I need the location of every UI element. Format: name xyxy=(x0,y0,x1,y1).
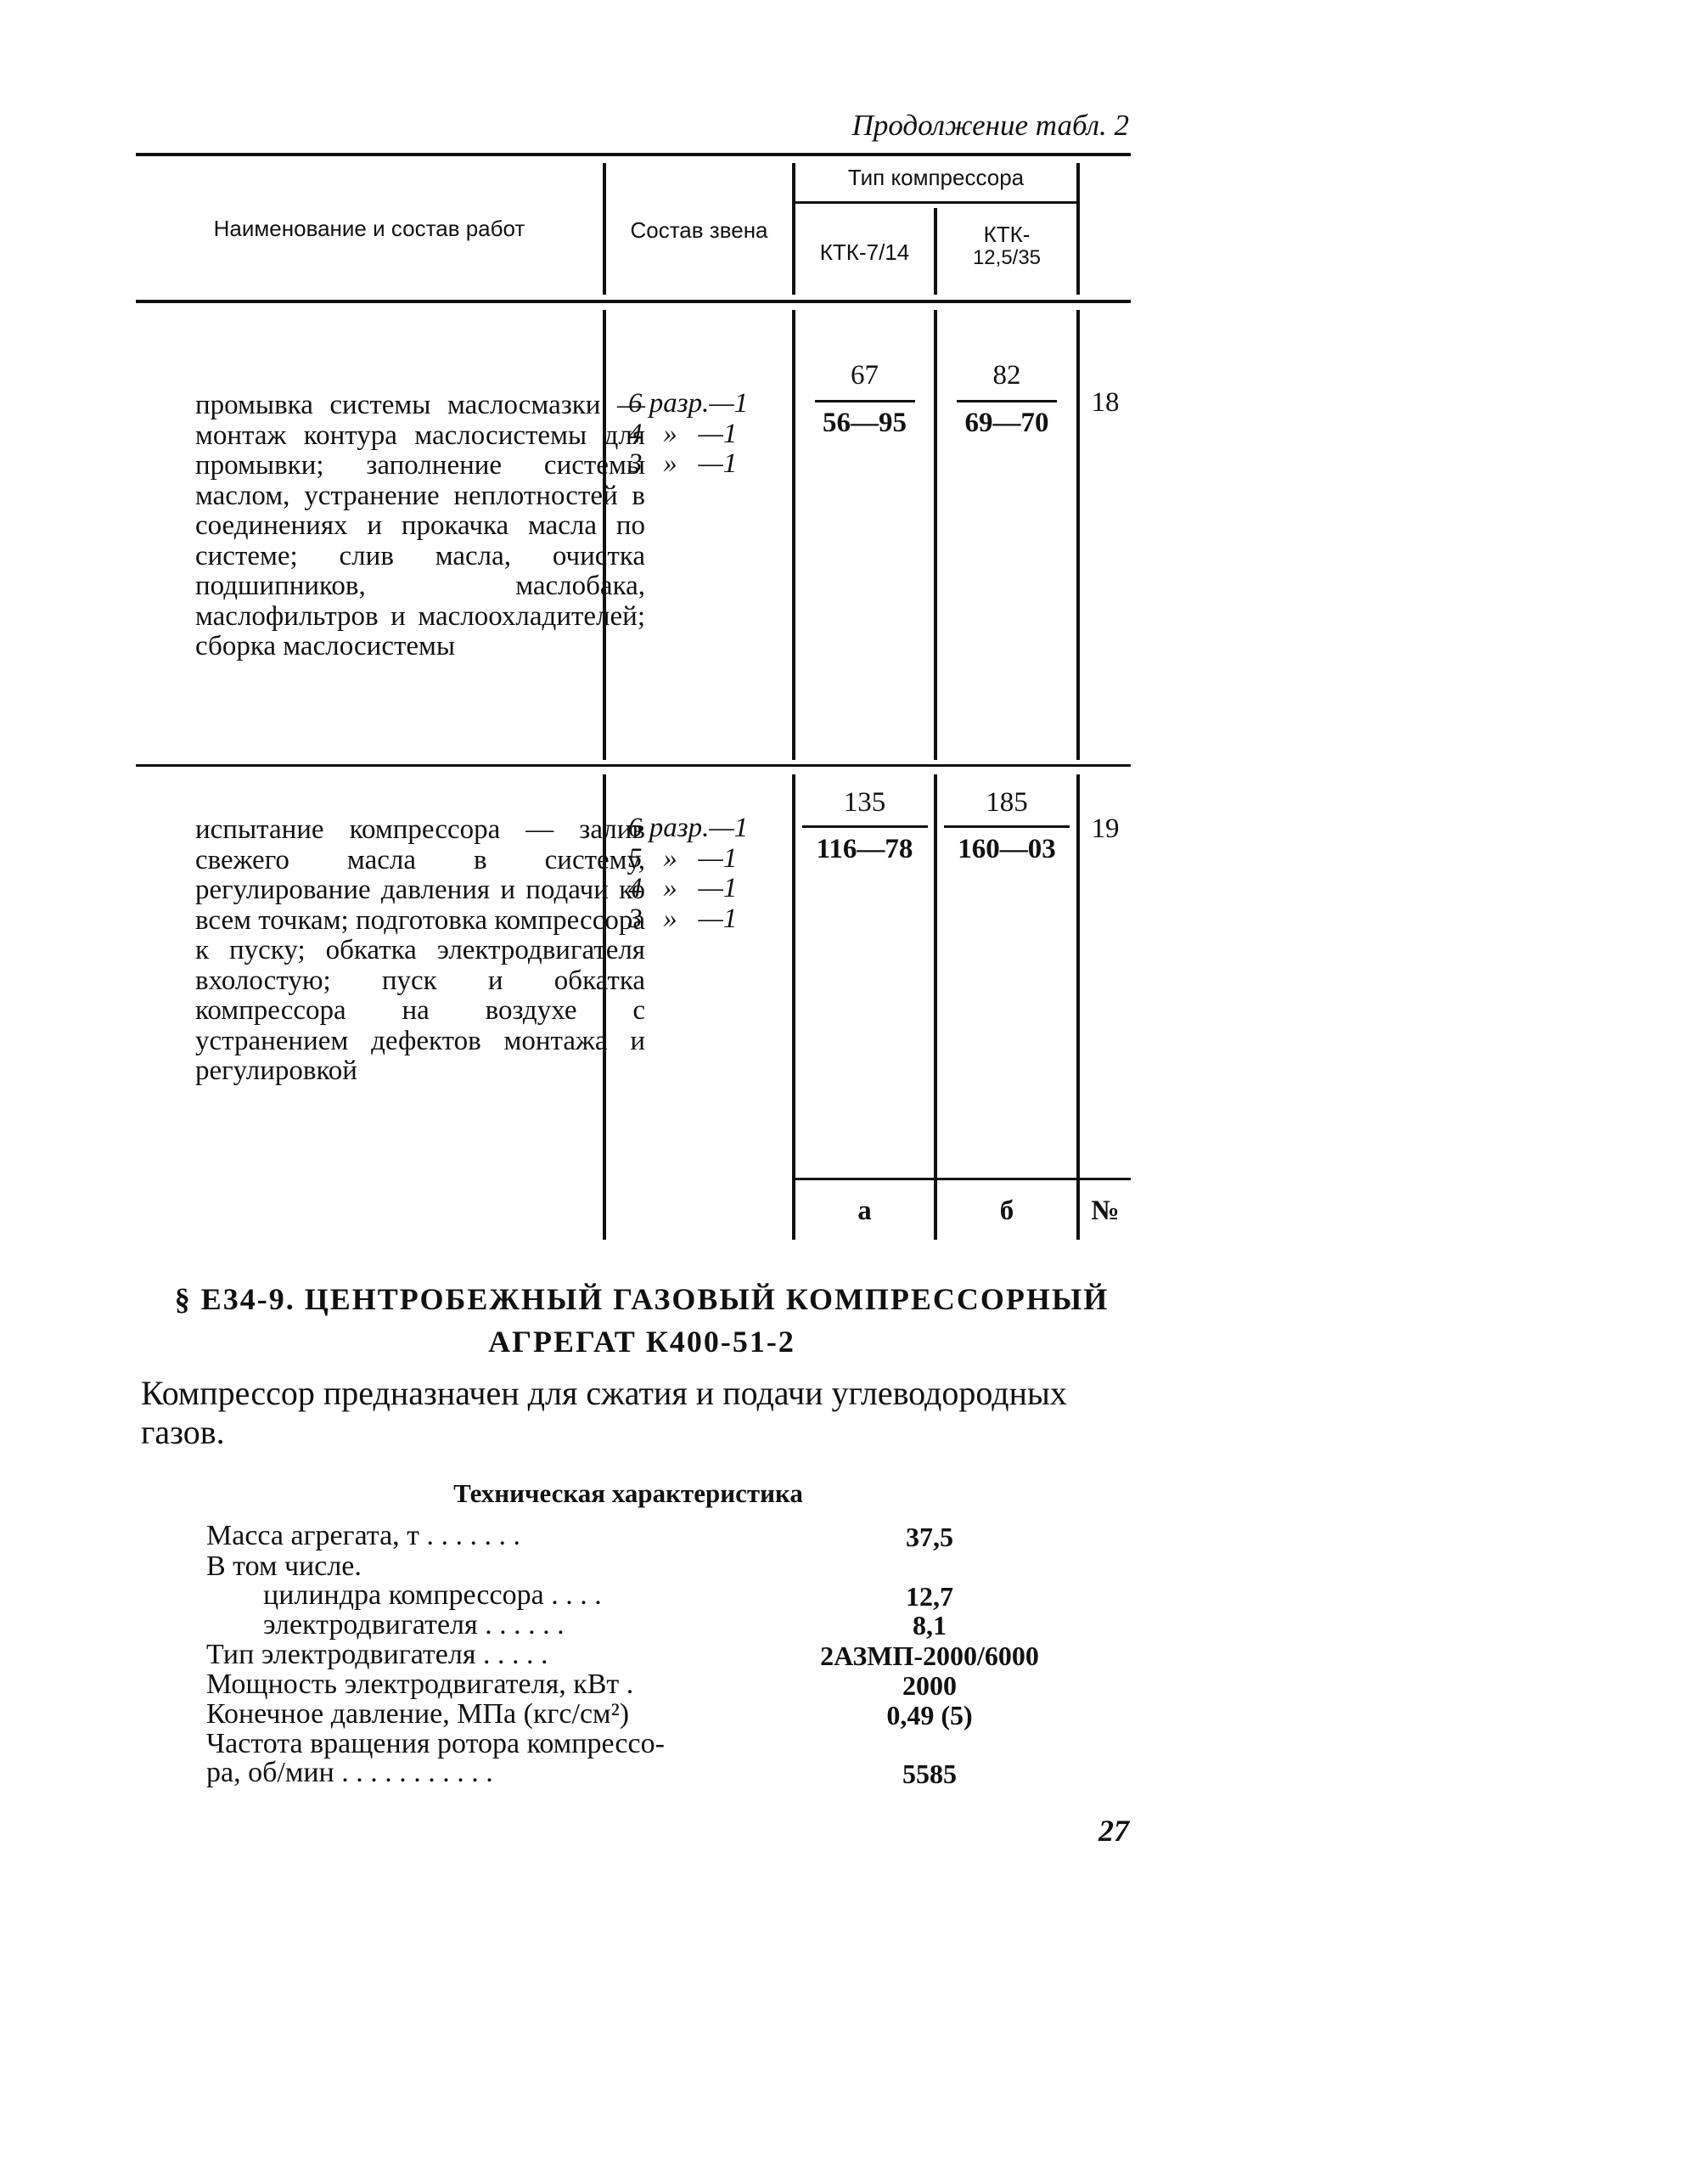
table-row-18-number: 18 xyxy=(1091,387,1120,418)
spec-label: Масса агрегата, т . . . . . . . xyxy=(206,1520,521,1551)
spec-value: 2АЗМП-2000/6000 xyxy=(820,1640,1039,1671)
col-header-ktk-line1: КТК- xyxy=(983,222,1031,247)
footer-rule xyxy=(792,1178,1131,1180)
table-row-18-ktk7-cost: 56—95 xyxy=(823,408,907,438)
table-row-19-ktk7-value: 135 xyxy=(843,787,886,818)
table-row-18-ktk7-value: 67 xyxy=(851,360,879,391)
spec-label: электродвигателя . . . . . . xyxy=(263,1609,565,1640)
table-row-19-crew: 6 разр.—1 5 » —1 4 » —1 3 » —1 xyxy=(628,813,749,934)
type-subheader-rule xyxy=(792,201,1076,204)
table-row-19-ktk7-cost: 116—78 xyxy=(816,834,913,864)
spec-label: Конечное давление, МПа (кгс/см²) xyxy=(206,1698,630,1730)
spec-heading: Техническая характеристика xyxy=(453,1478,803,1508)
spec-label: Мощность электродвигателя, кВт . xyxy=(206,1669,634,1700)
table-row-18-ktk12-value: 82 xyxy=(992,360,1021,391)
fraction-bar xyxy=(957,400,1057,402)
spec-value: 2000 xyxy=(902,1670,957,1701)
section-title xyxy=(166,1278,1117,1363)
table-row-19-ktk12-value: 185 xyxy=(986,787,1028,818)
table-continuation-label: Продолжение табл. 2 xyxy=(851,109,1129,142)
column-letter-a: а xyxy=(857,1196,872,1226)
col-header-work: Наименование и состав работ xyxy=(213,216,525,241)
spec-value: 5585 xyxy=(902,1759,957,1789)
table-row-19-number: 19 xyxy=(1091,813,1120,844)
col-header-ktk-12-5-35 xyxy=(937,222,1076,270)
col-header-ktk-7-14: КТК-7/14 xyxy=(819,239,910,265)
spec-label: В том числе. xyxy=(206,1550,362,1582)
col-divider-4 xyxy=(1076,310,1080,760)
spec-value: 37,5 xyxy=(906,1522,953,1552)
section-title-line2: АГРЕГАТ К400-51-2 xyxy=(488,1325,795,1359)
column-number-sign: № xyxy=(1091,1196,1120,1226)
table-row-19-description: испытание компрессора — залив свежего масла в систему, регулирование давления и подачи ко всем точкам; подготовка компрессора к пуску; обкатка электродвигателя вхолостую; пуск и обкатка компрессора на воздухе с устранением дефектов монтажа и регулировкой xyxy=(195,814,645,1086)
section-title-line1: § Е34-9. ЦЕНТРОБЕЖНЫЙ ГАЗОВЫЙ КОМПРЕССОРНЫЙ xyxy=(174,1282,1110,1316)
row-separator xyxy=(136,764,1131,767)
section-intro: Компрессор предназначен для сжатия и подачи углеводородных газов. xyxy=(141,1374,1067,1451)
table-header-rule xyxy=(136,300,1131,303)
fraction-bar xyxy=(944,825,1070,828)
fraction-bar xyxy=(815,400,915,402)
spec-value: 0,49 (5) xyxy=(886,1700,973,1730)
page-number: 27 xyxy=(1098,1814,1129,1848)
spec-label: ра, об/мин . . . . . . . . . . . xyxy=(206,1757,493,1788)
table-row-18-ktk12-cost: 69—70 xyxy=(964,408,1049,438)
table-row-18-description: промывка системы маслосмазки — монтаж контура маслосистемы для промывки; заполнение системы маслом, устранение неплотностей в соединениях и прокачка масла по системе; слив масла, очистка подшипников, маслобака, маслофильтров и маслоохладителей; сборка маслосистемы xyxy=(195,390,645,661)
table-row-19-ktk12-cost: 160—03 xyxy=(958,834,1056,864)
spec-label: Тип электродвигателя . . . . . xyxy=(206,1639,548,1670)
col-divider-4 xyxy=(1076,163,1080,295)
col-header-ktk-line2: 12,5/35 xyxy=(972,246,1042,269)
column-letter-b: б xyxy=(999,1196,1014,1226)
fraction-bar xyxy=(802,825,928,828)
col-header-crew: Состав звена xyxy=(630,217,768,243)
table-row-18-crew: 6 разр.—1 4 » —1 3 » —1 xyxy=(628,388,749,479)
spec-value: 12,7 xyxy=(906,1581,953,1612)
spec-label: Частота вращения ротора компрессо- xyxy=(206,1728,665,1759)
col-header-compressor-type: Тип компрессора xyxy=(847,165,1025,190)
spec-label: цилиндра компрессора . . . . xyxy=(263,1579,602,1611)
table-top-rule xyxy=(136,153,1131,156)
spec-value: 8,1 xyxy=(913,1610,947,1640)
